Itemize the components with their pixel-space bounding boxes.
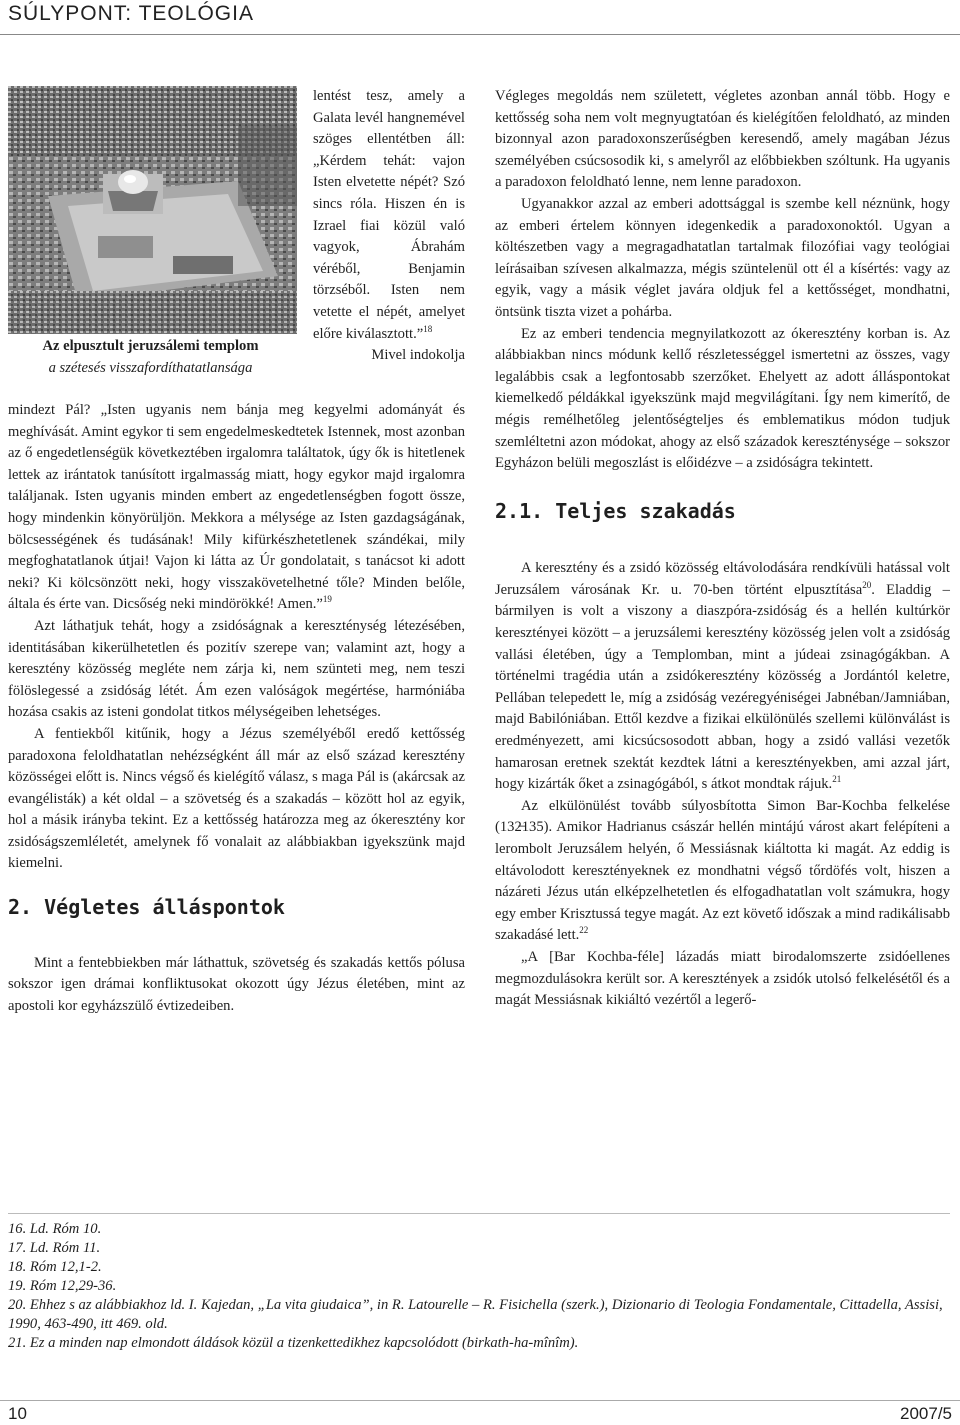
footer-rule [0,1400,960,1401]
header-rule [0,34,960,35]
right-column [495,86,950,1012]
footnote-ref: 22 [579,925,589,936]
caption-title: Az elpusztult jeruzsálemi templom [42,338,259,354]
left-paragraph: Azt láthatjuk tehát, hogy a zsidóságnak a kereszténység létezésében, identitásában kikerülhetetlen és pozitív szerepe van; valamint azt, hogy a keresztény közösség megléte nem zárja ki, nem szünteti meg, nem teszi fölöslegessé a zsidóság létét. Ám ezen valóságok megértése, harmóniába hozása csakis az isteni gondolat titkos mélységeiben lehetséges. [8,617,465,721]
caption-subtitle: a szétesés visszafordíthatatlansága [48,359,253,376]
footnote-rule [8,1213,950,1214]
footnote-ref: 20 [862,580,872,591]
left-paragraph: Mint a fentebbiekben már láthattuk, szövetség és szakadás kettős pólusa sokszor igen drámai konfliktusokat okozott úgy Jézus életében, mint az apostoli kor egyházszülő évtizedeiben. [8,954,465,1014]
right-paragraph: Ugyanakkor azzal az emberi adottsággal is szembe kell néznünk, hogy az emberi értelem könnyen idegenkedik a paradoxonoktól. Ugyan a költészetben vagy a megragadhatatlan tartalmak filozófiai vagy teológiai leírásaiban szívesen alkalmazza, mégis szüntelenül ott él a kísértés: vagy az egyik, vagy a másik véglet javára oldjuk fel a kettősséget, mondhatni, öntsünk tiszta vizet a pohárba. [495,195,950,320]
footnote-ref: 19 [322,594,332,605]
issue-number: 2007/5 [900,1404,952,1423]
subsection-heading: 2.1. Teljes szakadás [495,498,736,523]
wrap-paragraph: lentést tesz, amely a Galata levél hangnemével szöges ellentétben áll: „Kérdem tehát: vajon Isten elvetette népét? Szó sincs róla. Hiszen én is Izrael fiai közül való vagyok, Ábrahám véréből, Benjamin törzséből. Isten nem vetette el népét, amelyet előre kiválasztott.” [313,88,465,342]
page-number: 10 [8,1404,27,1423]
left-paragraph: A fentiekből kitűnik, hogy a Jézus személyéből eredő kettősség paradoxona feloldhatatlan nehézségként áll már az első század keresztény közösségei előtt is. Nincs végső és kielégítő válasz, s maga Pál is (akárcsak az evangélisták) a két oldal – a szövetség és a szakadás – között hol az egyik, hol a másik irányba tekint. Ez a kettősség határozza meg az ókeresztény kor zsidóságszemléletét, amelynek fő vonalait az alábbiakban igyekszünk majd kiemelni. [8,725,465,872]
right-paragraph: Az elkülönülést tovább súlyosbította Simon Bar-Kochba felkelése (132̶135). Amikor Hadrianus császár hellén mintájú várost akart felépíteni a lerombolt Jeruzsálem helyén, ő Messiásnak kiáltotta ki magát. Az eddig is eltávolodott keresztényeknek ez mondhatni végső tőrdöfés volt, hiszen a názáreti Jézus után elképzelhetetlen és elfogadhatatlan volt számukra, hogy egy ember Krisztussá tegye magát. Az ezt követő időszak a mind radikálisabb szakadásé lett. [495,797,950,944]
right-paragraph-cont: . Eladdig – bármilyen is volt a viszony a diaszpóra-zsidóság és a hellén kultúrkör keresztényei között – a jeruzsálemi keresztény közösség jelen volt a zsidóság vallási életében, úgy a Templomban, mint a júdeai zsinagógákban. A történelmi tragédia után a zsidókeresztény közösség a Jordántól keletre, Pellában telepedett le, míg a zsidóság vezéregyéniségei Jabnéban/Jamniában, majd Babilóniában. Ettől kezdve a fizikai elkülönülés szellemi különválást is eredményezett, ami kicsúcsosodott abban, hogy a zsidó vallási vezetők hamarosan eretnek szektát kezdtek látni a keresztényekben, ami azzal járt, hogy kizárták őket a zsinagógából, s átkot mondtak rájuk. [495,581,950,793]
wrap-tail: Mivel indokolja [371,347,465,364]
footnote-ref: 18 [423,323,433,334]
right-paragraph: „A [Bar Kochba-féle] lázadás miatt birodalomszerte zsidóellenes megmozdulásokra került sor. A keresztények a zsidók utolsó felkelésétől és a magát Messiásnak kikiáltó vezértől a legerő- [495,948,950,1009]
section-header: SÚLYPONT: TEOLÓGIA [8,2,254,25]
footnote: 18. Róm 12,1-2. [8,1259,102,1275]
jerusalem-aerial-image [8,86,297,334]
wrap-text [313,86,465,367]
right-paragraph: Végleges megoldás nem született, végletes azonban annál több. Hogy e kettősség soha nem volt megnyugtatóan és kielégítően feloldható, az minden bizonnyal azon paradoxonszerűségben keresendő, amely magában Jézus személyében csúcsosodik ki, s amelyről az előbbiekben szóltunk. Ha ugyanis a paradoxon feloldható lenne, nem lenne paradoxon. [495,88,950,191]
photo-caption [4,336,297,379]
section-heading: 2. Végletes álláspontok [8,895,285,920]
left-column [8,400,465,1017]
left-paragraph: mindezt Pál? „Isten ugyanis nem bánja meg kegyelmi adományát és meghívását. Amint egykor ti sem engedelmeskedtetek Istennek, most azonban az ő engedetlenségük következtében irgalomra találtatok, úgy ők is hitetlenek lettek az irántatok tanúsított irgalmasság miatt, hogy egykor majd irgalomra találjanak. Isten ugyanis minden embert az engedetlenségben fogott össze, hogy mindenkin könyörüljön. Mekkora a mélysége az Isten gazdagságának, bölcsességének és tudásának! Mily kifürkészhetetlenek szándékai, mily megfoghatatlanok útjai! Vajon ki látta az Úr gondolatait, s tanácsot ki adott neki? Ki kölcsönzött neki, hogy visszakövetelhetné tőle? Minden belőle, általa és érte van. Dicsőség neki mindörökké! Amen.” [8,402,465,613]
footnote: 19. Róm 12,29-36. [8,1278,117,1294]
temple-photo [8,86,297,334]
footnote-ref: 21 [832,774,842,785]
footnotes [8,1220,950,1353]
footnote: 21. Ez a minden nap elmondott áldások közül a tizenkettedikhez kapcsolódott (birkath-ha-mînîm). [8,1335,579,1351]
right-paragraph: Ez az emberi tendencia megnyilatkozott az ókeresztény korban is. Az alábbiakban nincs módunk kellő részletességgel ismertetni az összes, vagy legalábbis csak a legfontosabb szerzőket. Ehelyett az adott álláspontokat kiemelkedő példákkal igyekszünk majd megvilágítani. Így nem kimerítő, de mégis remélhetőleg jelentőségteljes és emblematikus módon tudjuk szemléltetni azon módokat, ahogy az első századok kereszténysége – sokszor Egyházon belüli megoszlást is előidézve – a zsidóságra tekintett. [495,325,950,472]
footnote: 17. Ld. Róm 11. [8,1240,101,1256]
right-paragraph: A keresztény és a zsidó közösség eltávolodására rendkívüli hatással volt Jeruzsálem városának Kr. u. 70-ben történt elpusztítása [495,560,950,598]
footnote: 16. Ld. Róm 10. [8,1221,102,1237]
footnote: 20. Ehhez s az alábbiakhoz ld. I. Kajedan, „La vita giudaica”, in R. Latourelle – R. Fisichella (szerk.), Dizionario di Teologia Fondamentale, Cittadella, Assisi, 1990, 463-490, itt 469. old. [8,1297,943,1332]
